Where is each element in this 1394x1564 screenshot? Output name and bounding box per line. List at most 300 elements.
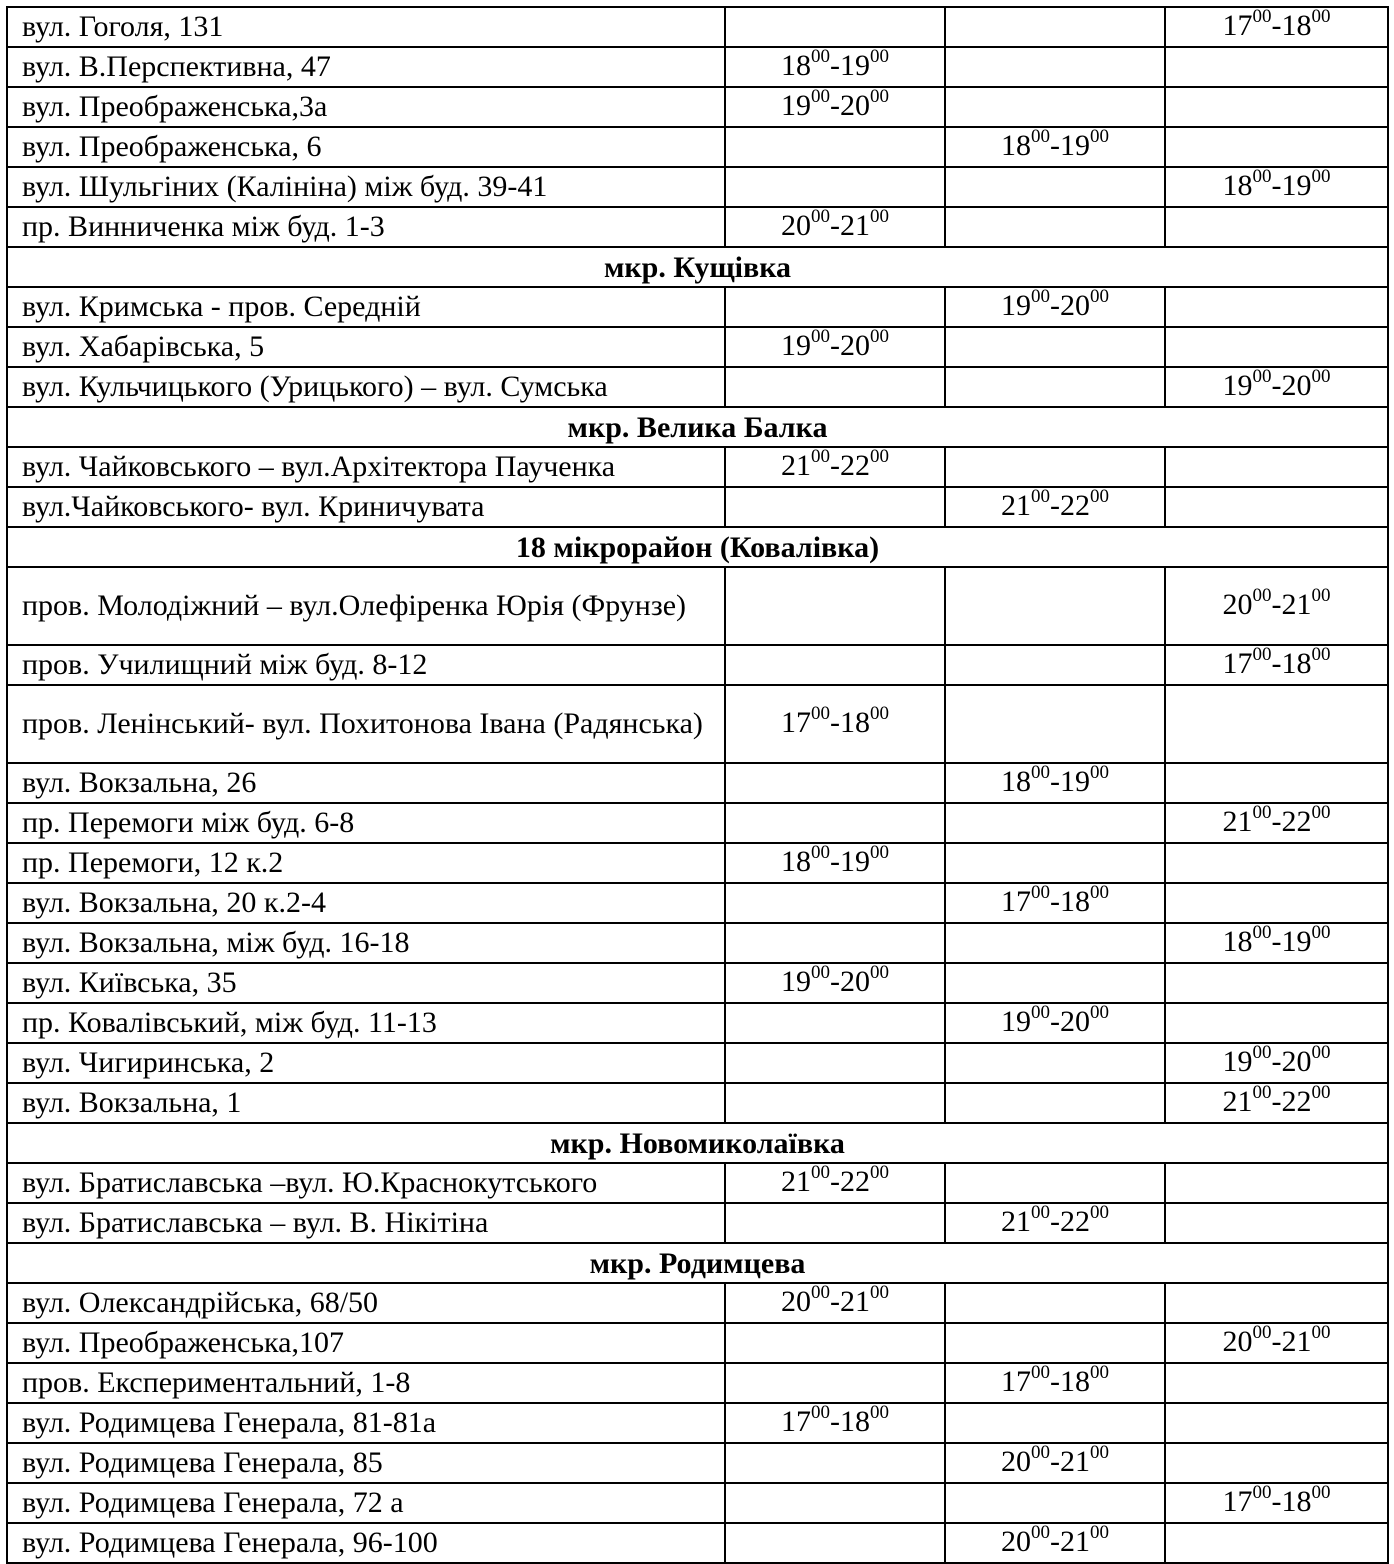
end-hour: 22 [840, 1164, 870, 1198]
end-hour: 20 [1060, 1004, 1090, 1038]
time-range: $20^{00}-21^{00}$ [1001, 1441, 1109, 1478]
address-cell: вул. Шульгіних (Калініна) між буд. 39-41 [7, 167, 725, 207]
time-slot-cell-3 [1165, 1523, 1388, 1563]
table-row [7, 1003, 1388, 1043]
time-slot-cell-2 [945, 87, 1165, 127]
table-row [7, 645, 1388, 685]
table-row [7, 883, 1388, 923]
minutes-superscript: 00 [1090, 125, 1109, 147]
table-row [7, 1283, 1388, 1323]
table-row [7, 763, 1388, 803]
start-hour: 19 [1001, 288, 1031, 322]
address-cell: вул. Вокзальна, 26 [7, 763, 725, 803]
time-slot-cell-1 [725, 1323, 945, 1363]
table-row [7, 1203, 1388, 1243]
time-range: $19^{00}-20^{00}$ [1222, 1041, 1331, 1078]
end-hour: 18 [840, 1404, 870, 1438]
minutes-superscript: 00 [1090, 1001, 1109, 1023]
time-slot-cell-2 [945, 47, 1165, 87]
minutes-superscript: 00 [870, 1281, 889, 1303]
start-hour: 17 [1222, 646, 1253, 680]
minutes-superscript: 00 [870, 445, 889, 467]
time-slot-cell-3 [1165, 763, 1388, 803]
district-header-row [7, 527, 1388, 567]
address-cell: вул. Родимцева Генерала, 96-100 [7, 1523, 725, 1563]
minutes-superscript: 00 [870, 85, 889, 107]
time-slot-cell-3 [1165, 287, 1388, 327]
table-row [7, 1523, 1388, 1563]
minutes-superscript: 00 [1252, 5, 1272, 27]
start-hour: 20 [1001, 1524, 1031, 1558]
minutes-superscript: 00 [1031, 485, 1050, 507]
time-range: $19^{00}-20^{00}$ [1222, 365, 1331, 402]
minutes-superscript: 00 [1311, 584, 1331, 606]
address-cell: вул. Братиславська –вул. Ю.Краснокутського [7, 1163, 725, 1203]
minutes-superscript: 00 [1311, 1481, 1331, 1503]
time-range: $18^{00}-19^{00}$ [1222, 921, 1331, 958]
time-slot-cell-2 [945, 843, 1165, 883]
start-hour: 18 [781, 844, 811, 878]
end-hour: 21 [840, 208, 870, 242]
end-hour: 18 [1281, 1484, 1312, 1518]
minutes-superscript: 00 [1311, 165, 1331, 187]
minutes-superscript: 00 [1031, 125, 1050, 147]
district-header: мкр. Кущівка [7, 247, 1388, 287]
end-hour: 22 [1281, 1084, 1312, 1118]
time-slot-cell-3 [1165, 645, 1388, 685]
time-range: $21^{00}-22^{00}$ [1001, 1201, 1109, 1238]
time-slot-cell-1 [725, 127, 945, 167]
time-range: $19^{00}-20^{00}$ [781, 961, 889, 998]
start-hour: 21 [781, 448, 811, 482]
table-row [7, 1483, 1388, 1523]
time-slot-cell-1 [725, 1363, 945, 1403]
start-hour: 18 [1222, 168, 1253, 202]
time-slot-cell-1 [725, 287, 945, 327]
time-slot-cell-2 [945, 327, 1165, 367]
schedule-body [7, 7, 1388, 1563]
time-slot-cell-3 [1165, 1003, 1388, 1043]
address-cell: вул. Кульчицького (Урицького) – вул. Сумська [7, 367, 725, 407]
address-cell: вул. Вокзальна, 1 [7, 1083, 725, 1123]
time-range: $18^{00}-19^{00}$ [781, 45, 889, 82]
table-row [7, 843, 1388, 883]
table-row [7, 127, 1388, 167]
minutes-superscript: 00 [1031, 1201, 1050, 1223]
address-cell: пр. Перемоги, 12 к.2 [7, 843, 725, 883]
minutes-superscript: 00 [811, 961, 830, 983]
time-range: $17^{00}-18^{00}$ [781, 702, 889, 739]
minutes-superscript: 00 [1090, 761, 1109, 783]
address-cell: вул. Преображенська,107 [7, 1323, 725, 1363]
time-slot-cell-2 [945, 1483, 1165, 1523]
time-slot-cell-1 [725, 7, 945, 47]
time-slot-cell-3 [1165, 1203, 1388, 1243]
minutes-superscript: 00 [1090, 881, 1109, 903]
time-slot-cell-1 [725, 1443, 945, 1483]
time-slot-cell-3 [1165, 843, 1388, 883]
table-row [7, 7, 1388, 47]
time-slot-cell-3 [1165, 327, 1388, 367]
time-range: $21^{00}-22^{00}$ [781, 445, 889, 482]
minutes-superscript: 00 [1090, 1361, 1109, 1383]
end-hour: 22 [1060, 488, 1090, 522]
time-slot-cell-2 [945, 367, 1165, 407]
start-hour: 17 [1222, 1484, 1253, 1518]
minutes-superscript: 00 [811, 841, 830, 863]
minutes-superscript: 00 [811, 1281, 830, 1303]
start-hour: 21 [781, 1164, 811, 1198]
district-header: мкр. Новомиколаївка [7, 1123, 1388, 1163]
address-cell: вул. Родимцева Генерала, 72 а [7, 1483, 725, 1523]
time-range: $17^{00}-18^{00}$ [1001, 881, 1109, 918]
minutes-superscript: 00 [1090, 1521, 1109, 1543]
time-slot-cell-2 [945, 1323, 1165, 1363]
time-slot-cell-2 [945, 645, 1165, 685]
time-slot-cell-1 [725, 1203, 945, 1243]
start-hour: 18 [1001, 128, 1031, 162]
time-slot-cell-1 [725, 47, 945, 87]
table-row [7, 287, 1388, 327]
address-cell: вул. Чайковського – вул.Архітектора Паученка [7, 447, 725, 487]
time-slot-cell-1 [725, 447, 945, 487]
time-range: $19^{00}-20^{00}$ [781, 325, 889, 362]
minutes-superscript: 00 [811, 45, 830, 67]
time-slot-cell-2 [945, 487, 1165, 527]
minutes-superscript: 00 [1311, 1041, 1331, 1063]
end-hour: 19 [1060, 128, 1090, 162]
time-range: $21^{00}-22^{00}$ [1222, 1081, 1331, 1118]
start-hour: 17 [1222, 8, 1253, 42]
time-slot-cell-2 [945, 1283, 1165, 1323]
time-slot-cell-2 [945, 1363, 1165, 1403]
time-slot-cell-3 [1165, 883, 1388, 923]
time-slot-cell-2 [945, 1523, 1165, 1563]
address-cell: вул. Хабарівська, 5 [7, 327, 725, 367]
time-slot-cell-1 [725, 1403, 945, 1443]
address-cell: вул. Братиславська – вул. В. Нікітіна [7, 1203, 725, 1243]
minutes-superscript: 00 [1031, 1361, 1050, 1383]
address-cell: вул. Чигиринська, 2 [7, 1043, 725, 1083]
district-header: мкр. Родимцева [7, 1243, 1388, 1283]
minutes-superscript: 00 [1090, 1441, 1109, 1463]
time-slot-cell-2 [945, 567, 1165, 645]
end-hour: 20 [1060, 288, 1090, 322]
end-hour: 22 [1060, 1204, 1090, 1238]
time-range: $21^{00}-22^{00}$ [781, 1161, 889, 1198]
time-slot-cell-1 [725, 1083, 945, 1123]
minutes-superscript: 00 [870, 961, 889, 983]
time-range: $20^{00}-21^{00}$ [781, 205, 889, 242]
time-slot-cell-2 [945, 287, 1165, 327]
start-hour: 21 [1001, 1204, 1031, 1238]
time-slot-cell-2 [945, 923, 1165, 963]
end-hour: 18 [1281, 646, 1312, 680]
time-slot-cell-1 [725, 685, 945, 763]
time-slot-cell-2 [945, 1083, 1165, 1123]
time-slot-cell-2 [945, 207, 1165, 247]
table-row [7, 47, 1388, 87]
time-slot-cell-2 [945, 1163, 1165, 1203]
time-slot-cell-3 [1165, 167, 1388, 207]
start-hour: 20 [1001, 1444, 1031, 1478]
end-hour: 20 [840, 88, 870, 122]
time-slot-cell-3 [1165, 567, 1388, 645]
time-slot-cell-3 [1165, 1443, 1388, 1483]
time-slot-cell-2 [945, 127, 1165, 167]
end-hour: 18 [840, 705, 870, 739]
table-row [7, 803, 1388, 843]
start-hour: 17 [781, 705, 811, 739]
minutes-superscript: 00 [1311, 643, 1331, 665]
minutes-superscript: 00 [1252, 1321, 1272, 1343]
start-hour: 19 [1001, 1004, 1031, 1038]
address-cell: вул. Кримська - пров. Середній [7, 287, 725, 327]
address-cell: вул. Вокзальна, між буд. 16-18 [7, 923, 725, 963]
table-row [7, 207, 1388, 247]
minutes-superscript: 00 [1252, 643, 1272, 665]
start-hour: 20 [781, 208, 811, 242]
time-slot-cell-1 [725, 207, 945, 247]
time-range: $21^{00}-22^{00}$ [1222, 801, 1331, 838]
table-row [7, 1163, 1388, 1203]
minutes-superscript: 00 [1311, 801, 1331, 823]
time-slot-cell-1 [725, 883, 945, 923]
minutes-superscript: 00 [811, 1161, 830, 1183]
end-hour: 20 [840, 964, 870, 998]
minutes-superscript: 00 [870, 205, 889, 227]
minutes-superscript: 00 [811, 85, 830, 107]
district-header: мкр. Велика Балка [7, 407, 1388, 447]
time-slot-cell-3 [1165, 685, 1388, 763]
time-slot-cell-3 [1165, 447, 1388, 487]
table-row [7, 1403, 1388, 1443]
minutes-superscript: 00 [870, 841, 889, 863]
end-hour: 19 [840, 844, 870, 878]
start-hour: 19 [781, 88, 811, 122]
time-slot-cell-2 [945, 167, 1165, 207]
minutes-superscript: 00 [1311, 921, 1331, 943]
district-header-row [7, 407, 1388, 447]
minutes-superscript: 00 [1252, 1481, 1272, 1503]
start-hour: 19 [1222, 1044, 1253, 1078]
time-slot-cell-3 [1165, 1283, 1388, 1323]
table-row [7, 1323, 1388, 1363]
start-hour: 19 [1222, 368, 1253, 402]
district-header-row [7, 1123, 1388, 1163]
time-slot-cell-1 [725, 1003, 945, 1043]
time-slot-cell-3 [1165, 923, 1388, 963]
minutes-superscript: 00 [811, 702, 830, 724]
minutes-superscript: 00 [1311, 365, 1331, 387]
minutes-superscript: 00 [1090, 1201, 1109, 1223]
schedule-table [6, 6, 1389, 1564]
address-cell: вул. В.Перспективна, 47 [7, 47, 725, 87]
time-slot-cell-3 [1165, 1043, 1388, 1083]
start-hour: 18 [781, 48, 811, 82]
time-slot-cell-3 [1165, 963, 1388, 1003]
minutes-superscript: 00 [1311, 5, 1331, 27]
minutes-superscript: 00 [1031, 881, 1050, 903]
table-row [7, 487, 1388, 527]
minutes-superscript: 00 [811, 325, 830, 347]
minutes-superscript: 00 [1311, 1321, 1331, 1343]
time-slot-cell-2 [945, 763, 1165, 803]
table-row [7, 1443, 1388, 1483]
start-hour: 19 [781, 964, 811, 998]
time-slot-cell-2 [945, 685, 1165, 763]
end-hour: 20 [1281, 1044, 1312, 1078]
time-range: $18^{00}-19^{00}$ [1001, 125, 1109, 162]
minutes-superscript: 00 [1031, 1521, 1050, 1543]
time-range: $17^{00}-18^{00}$ [781, 1401, 889, 1438]
time-slot-cell-2 [945, 1043, 1165, 1083]
minutes-superscript: 00 [1252, 365, 1272, 387]
time-range: $21^{00}-22^{00}$ [1001, 485, 1109, 522]
time-range: $17^{00}-18^{00}$ [1222, 643, 1331, 680]
table-row [7, 923, 1388, 963]
time-slot-cell-1 [725, 87, 945, 127]
minutes-superscript: 00 [1031, 285, 1050, 307]
time-slot-cell-3 [1165, 1163, 1388, 1203]
start-hour: 17 [1001, 884, 1031, 918]
time-slot-cell-2 [945, 1443, 1165, 1483]
district-header-row [7, 247, 1388, 287]
time-slot-cell-3 [1165, 1403, 1388, 1443]
address-cell: вул. Вокзальна, 20 к.2-4 [7, 883, 725, 923]
time-range: $18^{00}-19^{00}$ [781, 841, 889, 878]
district-header: 18 мікрорайон (Ковалівка) [7, 527, 1388, 567]
address-cell: пров. Ленінський- вул. Похитонова Івана (Радянська) [7, 685, 725, 763]
time-range: $20^{00}-21^{00}$ [1222, 584, 1331, 621]
table-row [7, 327, 1388, 367]
minutes-superscript: 00 [1031, 761, 1050, 783]
table-row [7, 367, 1388, 407]
time-slot-cell-2 [945, 1203, 1165, 1243]
start-hour: 21 [1222, 1084, 1253, 1118]
address-cell: пр. Перемоги між буд. 6-8 [7, 803, 725, 843]
address-cell: вул. Родимцева Генерала, 85 [7, 1443, 725, 1483]
time-slot-cell-3 [1165, 47, 1388, 87]
start-hour: 20 [1222, 1324, 1253, 1358]
start-hour: 17 [1001, 1364, 1031, 1398]
table-row [7, 1083, 1388, 1123]
end-hour: 18 [1060, 1364, 1090, 1398]
end-hour: 21 [1281, 587, 1312, 621]
time-slot-cell-3 [1165, 87, 1388, 127]
time-slot-cell-3 [1165, 1323, 1388, 1363]
district-header-row [7, 1243, 1388, 1283]
time-range: $19^{00}-20^{00}$ [1001, 1001, 1109, 1038]
address-cell: пр. Винниченка між буд. 1-3 [7, 207, 725, 247]
minutes-superscript: 00 [1252, 1081, 1272, 1103]
end-hour: 21 [1281, 1324, 1312, 1358]
time-slot-cell-3 [1165, 487, 1388, 527]
minutes-superscript: 00 [870, 325, 889, 347]
time-slot-cell-2 [945, 1403, 1165, 1443]
address-cell: вул. Родимцева Генерала, 81-81а [7, 1403, 725, 1443]
address-cell: вул. Преображенська,3а [7, 87, 725, 127]
end-hour: 21 [1060, 1444, 1090, 1478]
end-hour: 19 [840, 48, 870, 82]
start-hour: 20 [781, 1284, 811, 1318]
time-slot-cell-1 [725, 367, 945, 407]
time-slot-cell-1 [725, 963, 945, 1003]
time-slot-cell-2 [945, 447, 1165, 487]
time-slot-cell-1 [725, 843, 945, 883]
end-hour: 19 [1281, 168, 1312, 202]
time-range: $17^{00}-18^{00}$ [1222, 1481, 1331, 1518]
start-hour: 18 [1222, 924, 1253, 958]
end-hour: 21 [1060, 1524, 1090, 1558]
time-range: $17^{00}-18^{00}$ [1222, 5, 1331, 42]
start-hour: 21 [1222, 804, 1253, 838]
time-slot-cell-1 [725, 1483, 945, 1523]
time-slot-cell-1 [725, 1283, 945, 1323]
start-hour: 18 [1001, 764, 1031, 798]
start-hour: 20 [1222, 587, 1253, 621]
address-cell: вул. Преображенська, 6 [7, 127, 725, 167]
minutes-superscript: 00 [1090, 485, 1109, 507]
address-cell: пр. Ковалівський, між буд. 11-13 [7, 1003, 725, 1043]
time-slot-cell-1 [725, 763, 945, 803]
time-range: $19^{00}-20^{00}$ [781, 85, 889, 122]
address-cell: вул. Київська, 35 [7, 963, 725, 1003]
time-slot-cell-3 [1165, 7, 1388, 47]
end-hour: 20 [840, 328, 870, 362]
minutes-superscript: 00 [811, 1401, 830, 1423]
table-row [7, 1043, 1388, 1083]
minutes-superscript: 00 [1252, 801, 1272, 823]
time-range: $20^{00}-21^{00}$ [781, 1281, 889, 1318]
time-slot-cell-1 [725, 923, 945, 963]
minutes-superscript: 00 [1252, 165, 1272, 187]
time-slot-cell-1 [725, 803, 945, 843]
end-hour: 22 [840, 448, 870, 482]
time-slot-cell-3 [1165, 207, 1388, 247]
minutes-superscript: 00 [1031, 1001, 1050, 1023]
start-hour: 21 [1001, 488, 1031, 522]
time-slot-cell-3 [1165, 367, 1388, 407]
end-hour: 18 [1060, 884, 1090, 918]
time-slot-cell-1 [725, 167, 945, 207]
time-slot-cell-3 [1165, 127, 1388, 167]
minutes-superscript: 00 [870, 1161, 889, 1183]
table-row [7, 87, 1388, 127]
end-hour: 18 [1281, 8, 1312, 42]
address-cell: пров. Училищний між буд. 8-12 [7, 645, 725, 685]
address-cell: пров. Експериментальний, 1-8 [7, 1363, 725, 1403]
time-slot-cell-2 [945, 963, 1165, 1003]
time-range: $18^{00}-19^{00}$ [1001, 761, 1109, 798]
time-slot-cell-1 [725, 1163, 945, 1203]
minutes-superscript: 00 [870, 702, 889, 724]
time-slot-cell-1 [725, 327, 945, 367]
end-hour: 22 [1281, 804, 1312, 838]
minutes-superscript: 00 [1252, 1041, 1272, 1063]
end-hour: 19 [1281, 924, 1312, 958]
time-range: $19^{00}-20^{00}$ [1001, 285, 1109, 322]
time-slot-cell-1 [725, 567, 945, 645]
address-cell: вул. Гоголя, 131 [7, 7, 725, 47]
time-slot-cell-3 [1165, 803, 1388, 843]
time-slot-cell-2 [945, 803, 1165, 843]
time-slot-cell-3 [1165, 1483, 1388, 1523]
table-row [7, 963, 1388, 1003]
address-cell: вул.Чайковського- вул. Криничувата [7, 487, 725, 527]
time-range: $20^{00}-21^{00}$ [1222, 1321, 1331, 1358]
time-slot-cell-2 [945, 883, 1165, 923]
